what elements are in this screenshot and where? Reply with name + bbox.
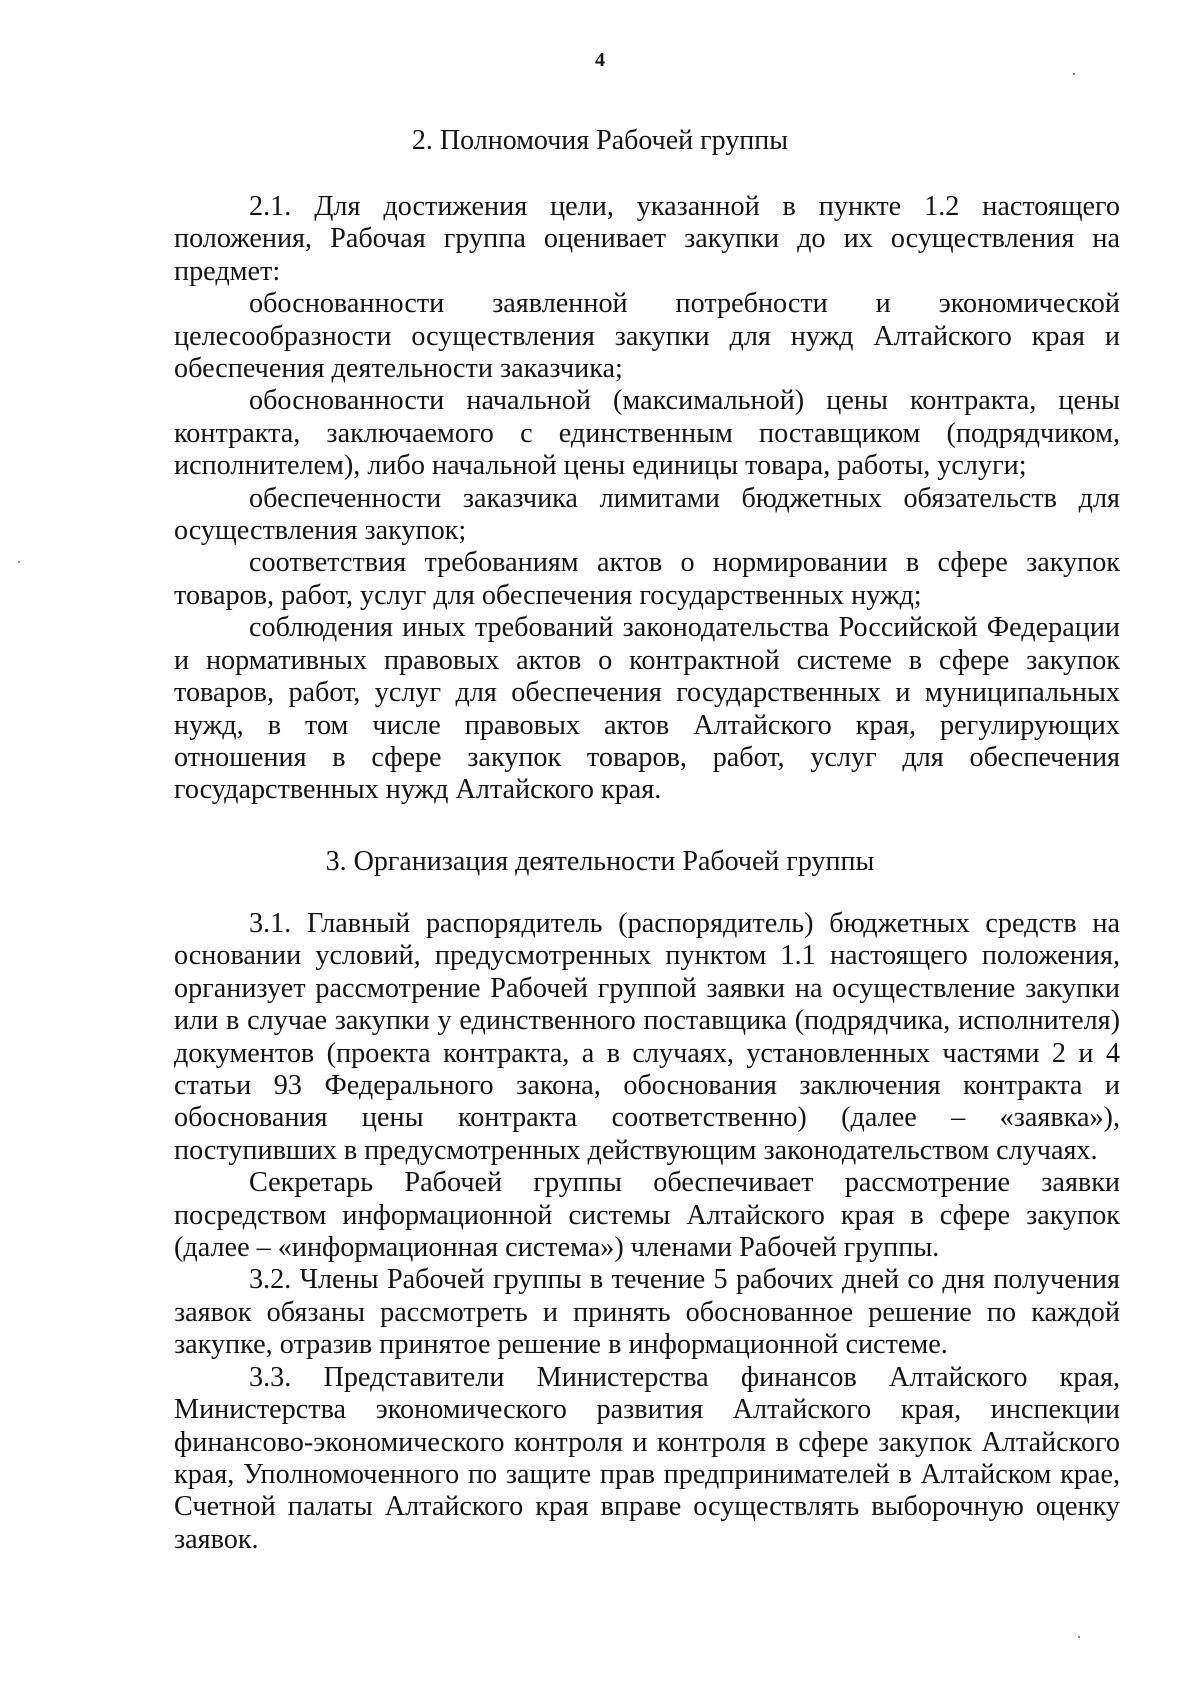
section-3-paragraph: 3.1. Главный распорядитель (распорядитель) бюджетных средств на основании условий, предусмотренных пунктом 1.1 настоящего положения, организует рассмотрение Рабочей группой заявки на осуществление закупки или в случае закупки у единственного поставщика (подрядчика, исполнителя) документов (проекта контракта, а в случаях, установленных частями 2 и 4 статьи 93 Федерального закона, обоснования заключения контракта и обоснования цены контракта соответственно) (далее – «заявка»), поступивших в предусмотренных действующим законодательством случаях. xyxy=(174,908,1120,1166)
section-2-paragraph: обоснованности начальной (максимальной) цены контракта, цены контракта, заключаемого с единственным поставщиком (подрядчиком, исполнителем), либо начальной цены единицы товара, работы, услуги; xyxy=(174,385,1120,482)
section-3-heading: 3. Организация деятельности Рабочей группы xyxy=(325,846,875,877)
scan-speck xyxy=(18,561,20,563)
section-3-paragraph: 3.2. Члены Рабочей группы в течение 5 рабочих дней со дня получения заявок обязаны рассмотреть и принять обоснованное решение по каждой закупке, отразив принятое решение в информационной системе. xyxy=(174,1264,1120,1361)
page-number: 4 xyxy=(595,49,605,71)
section-2-body xyxy=(174,191,1120,807)
section-3-paragraph: 3.3. Представители Министерства финансов Алтайского края, Министерства экономического развития Алтайского края, инспекции финансово-экономического контроля и контроля в сфере закупок Алтайского края, Уполномоченного по защите прав предпринимателей в Алтайском крае, Счетной палаты Алтайского края вправе осуществлять выборочную оценку заявок. xyxy=(174,1361,1120,1555)
section-3-paragraph: Секретарь Рабочей группы обеспечивает рассмотрение заявки посредством информационной системы Алтайского края в сфере закупок (далее – «информационная система») членами Рабочей группы. xyxy=(174,1167,1120,1264)
section-3-body xyxy=(174,908,1120,1556)
section-2-paragraph: обеспеченности заказчика лимитами бюджетных обязательств для осуществления закупок; xyxy=(174,482,1120,547)
section-2-heading: 2. Полномочия Рабочей группы xyxy=(411,125,789,156)
section-2-paragraph: 2.1. Для достижения цели, указанной в пункте 1.2 настоящего положения, Рабочая группа оценивает закупки до их осуществления на предмет: xyxy=(174,191,1120,287)
section-2-paragraph: соответствия требованиям актов о нормировании в сфере закупок товаров, работ, услуг для обеспечения государственных нужд; xyxy=(174,547,1120,611)
section-2-paragraph: обоснованности заявленной потребности и экономической целесообразности осуществления закупки для нужд Алтайского края и обеспечения деятельности заказчика; xyxy=(174,288,1120,385)
scan-speck xyxy=(1078,1636,1080,1638)
scan-speck xyxy=(1073,73,1075,75)
section-2-paragraph: соблюдения иных требований законодательства Российской Федерации и нормативных правовых актов о контрактной системе в сфере закупок товаров, работ, услуг для обеспечения государственных и муниципальных нужд, в том числе правовых актов Алтайского края, регулирующих отношения в сфере закупок товаров, работ, услуг для обеспечения государственных нужд Алтайского края. xyxy=(174,612,1120,806)
